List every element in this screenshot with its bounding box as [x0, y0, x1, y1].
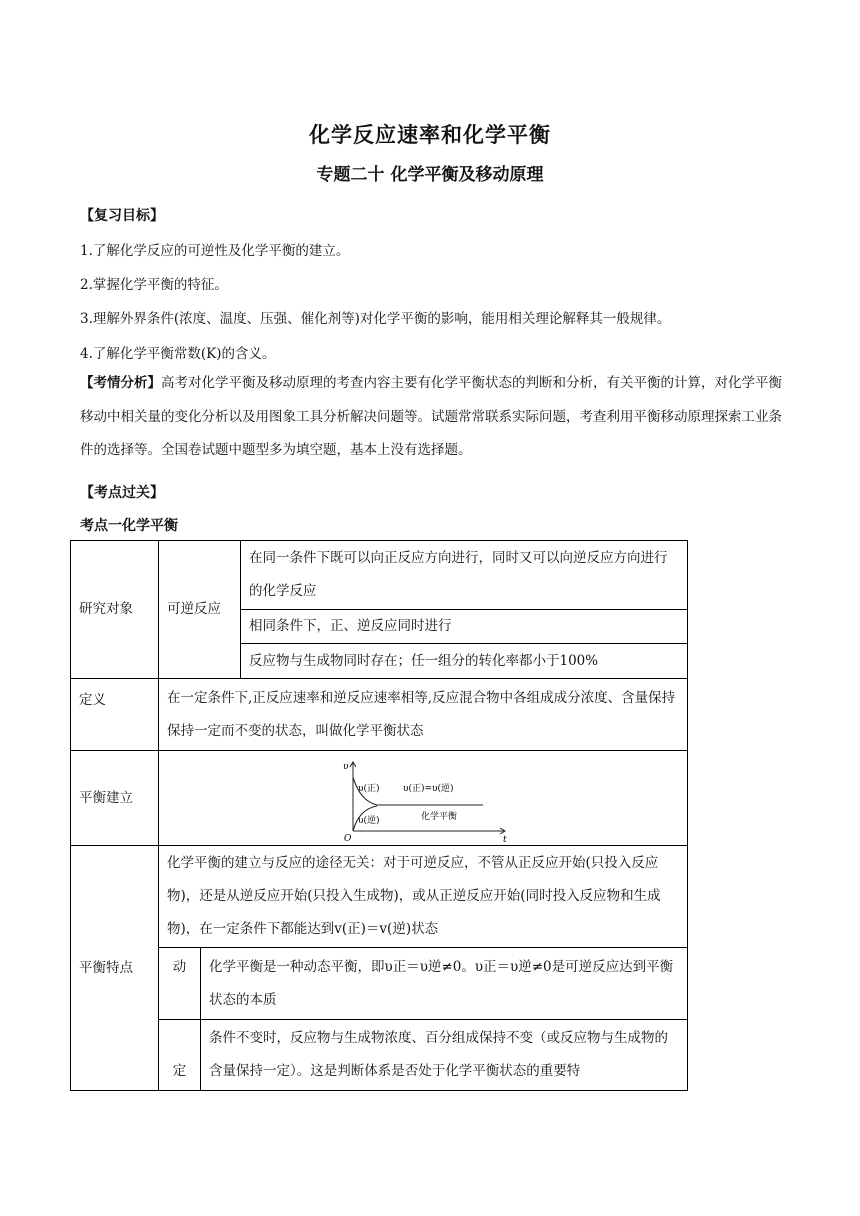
analysis-text: 高考对化学平衡及移动原理的考查内容主要有化学平衡状态的判断和分析，有关平衡的计算，对化学平衡移动中相关量的变化分析以及用图象工具分析解决问题等。试题常常联系实际问题，考查利用平衡移动原理探索工业条件的选择等。全国卷试题中题型多为填空题，基本上没有选择题。: [80, 375, 782, 458]
equilibrium-table: [70, 540, 688, 1091]
goal-item: 4.了解化学平衡常数(K)的含义。: [80, 346, 276, 362]
x-axis-label: t: [503, 835, 507, 845]
reversible-coexist: 反应物与生成物同时存在；任一组分的转化率都小于100%: [241, 644, 688, 679]
goal-item: 2.掌握化学平衡的特征。: [80, 277, 228, 293]
row-definition-label: 定义: [71, 679, 159, 751]
point1-heading: 考点一化学平衡: [80, 518, 178, 534]
features-intro: 化学平衡的建立与反应的途径无关：对于可逆反应，不管从正反应开始(只投入反应物)，还是从逆反应开始(只投入生成物)，或从正逆反应开始(同时投入反应物和生成物)，在一定条件下都能达到v(正)＝v(逆)状态: [159, 846, 688, 948]
reversible-definition: 在同一条件下既可以向正反应方向进行，同时又可以向逆反应方向进行的化学反应: [241, 541, 688, 610]
dynamic-label: 动: [159, 948, 201, 1020]
page-subtitle: 专题二十 化学平衡及移动原理: [316, 165, 544, 185]
reverse-label: υ(逆): [358, 816, 380, 826]
page-title: 化学反应速率和化学平衡: [309, 123, 551, 147]
equal-rate-label: υ(正)=υ(逆): [403, 784, 454, 794]
fixed-label: 定: [159, 1020, 201, 1091]
goal-item: 1.了解化学反应的可逆性及化学平衡的建立。: [80, 243, 350, 259]
row-establish-label: 平衡建立: [71, 751, 159, 846]
reversible-simultaneous: 相同条件下，正、逆反应同时进行: [241, 610, 688, 644]
definition-text: 在一定条件下,正反应速率和逆反应速率相等,反应混合物中各组成成分浓度、含量保持保持一定而不变的状态，叫做化学平衡状态: [159, 679, 688, 751]
dynamic-text: 化学平衡是一种动态平衡，即υ正＝υ逆≠0。υ正＝υ逆≠0是可逆反应达到平衡状态的本质: [201, 948, 688, 1020]
equilibrium-rate-graph: [333, 757, 513, 845]
row-research-object-label: 研究对象: [71, 541, 159, 679]
review-goals-heading: 【复习目标】: [80, 208, 164, 224]
analysis-paragraph: [80, 367, 782, 468]
graph-cell: [159, 751, 688, 846]
points-heading: 【考点过关】: [80, 485, 164, 501]
analysis-label: 【考情分析】: [80, 375, 161, 391]
forward-label: υ(正): [358, 784, 380, 794]
fixed-text: 条件不变时，反应物与生成物浓度、百分组成保持不变（或反应物与生成物的含量保持一定）。这是判断体系是否处于化学平衡状态的重要特: [201, 1020, 688, 1091]
equilibrium-label: 化学平衡: [421, 812, 458, 822]
reversible-reaction-label: 可逆反应: [159, 541, 241, 679]
y-axis-label: υ: [343, 762, 349, 772]
row-features-label: 平衡特点: [71, 846, 159, 1091]
origin-label: O: [344, 834, 352, 844]
goal-item: 3.理解外界条件(浓度、温度、压强、催化剂等)对化学平衡的影响，能用相关理论解释其一般规律。: [80, 311, 671, 327]
